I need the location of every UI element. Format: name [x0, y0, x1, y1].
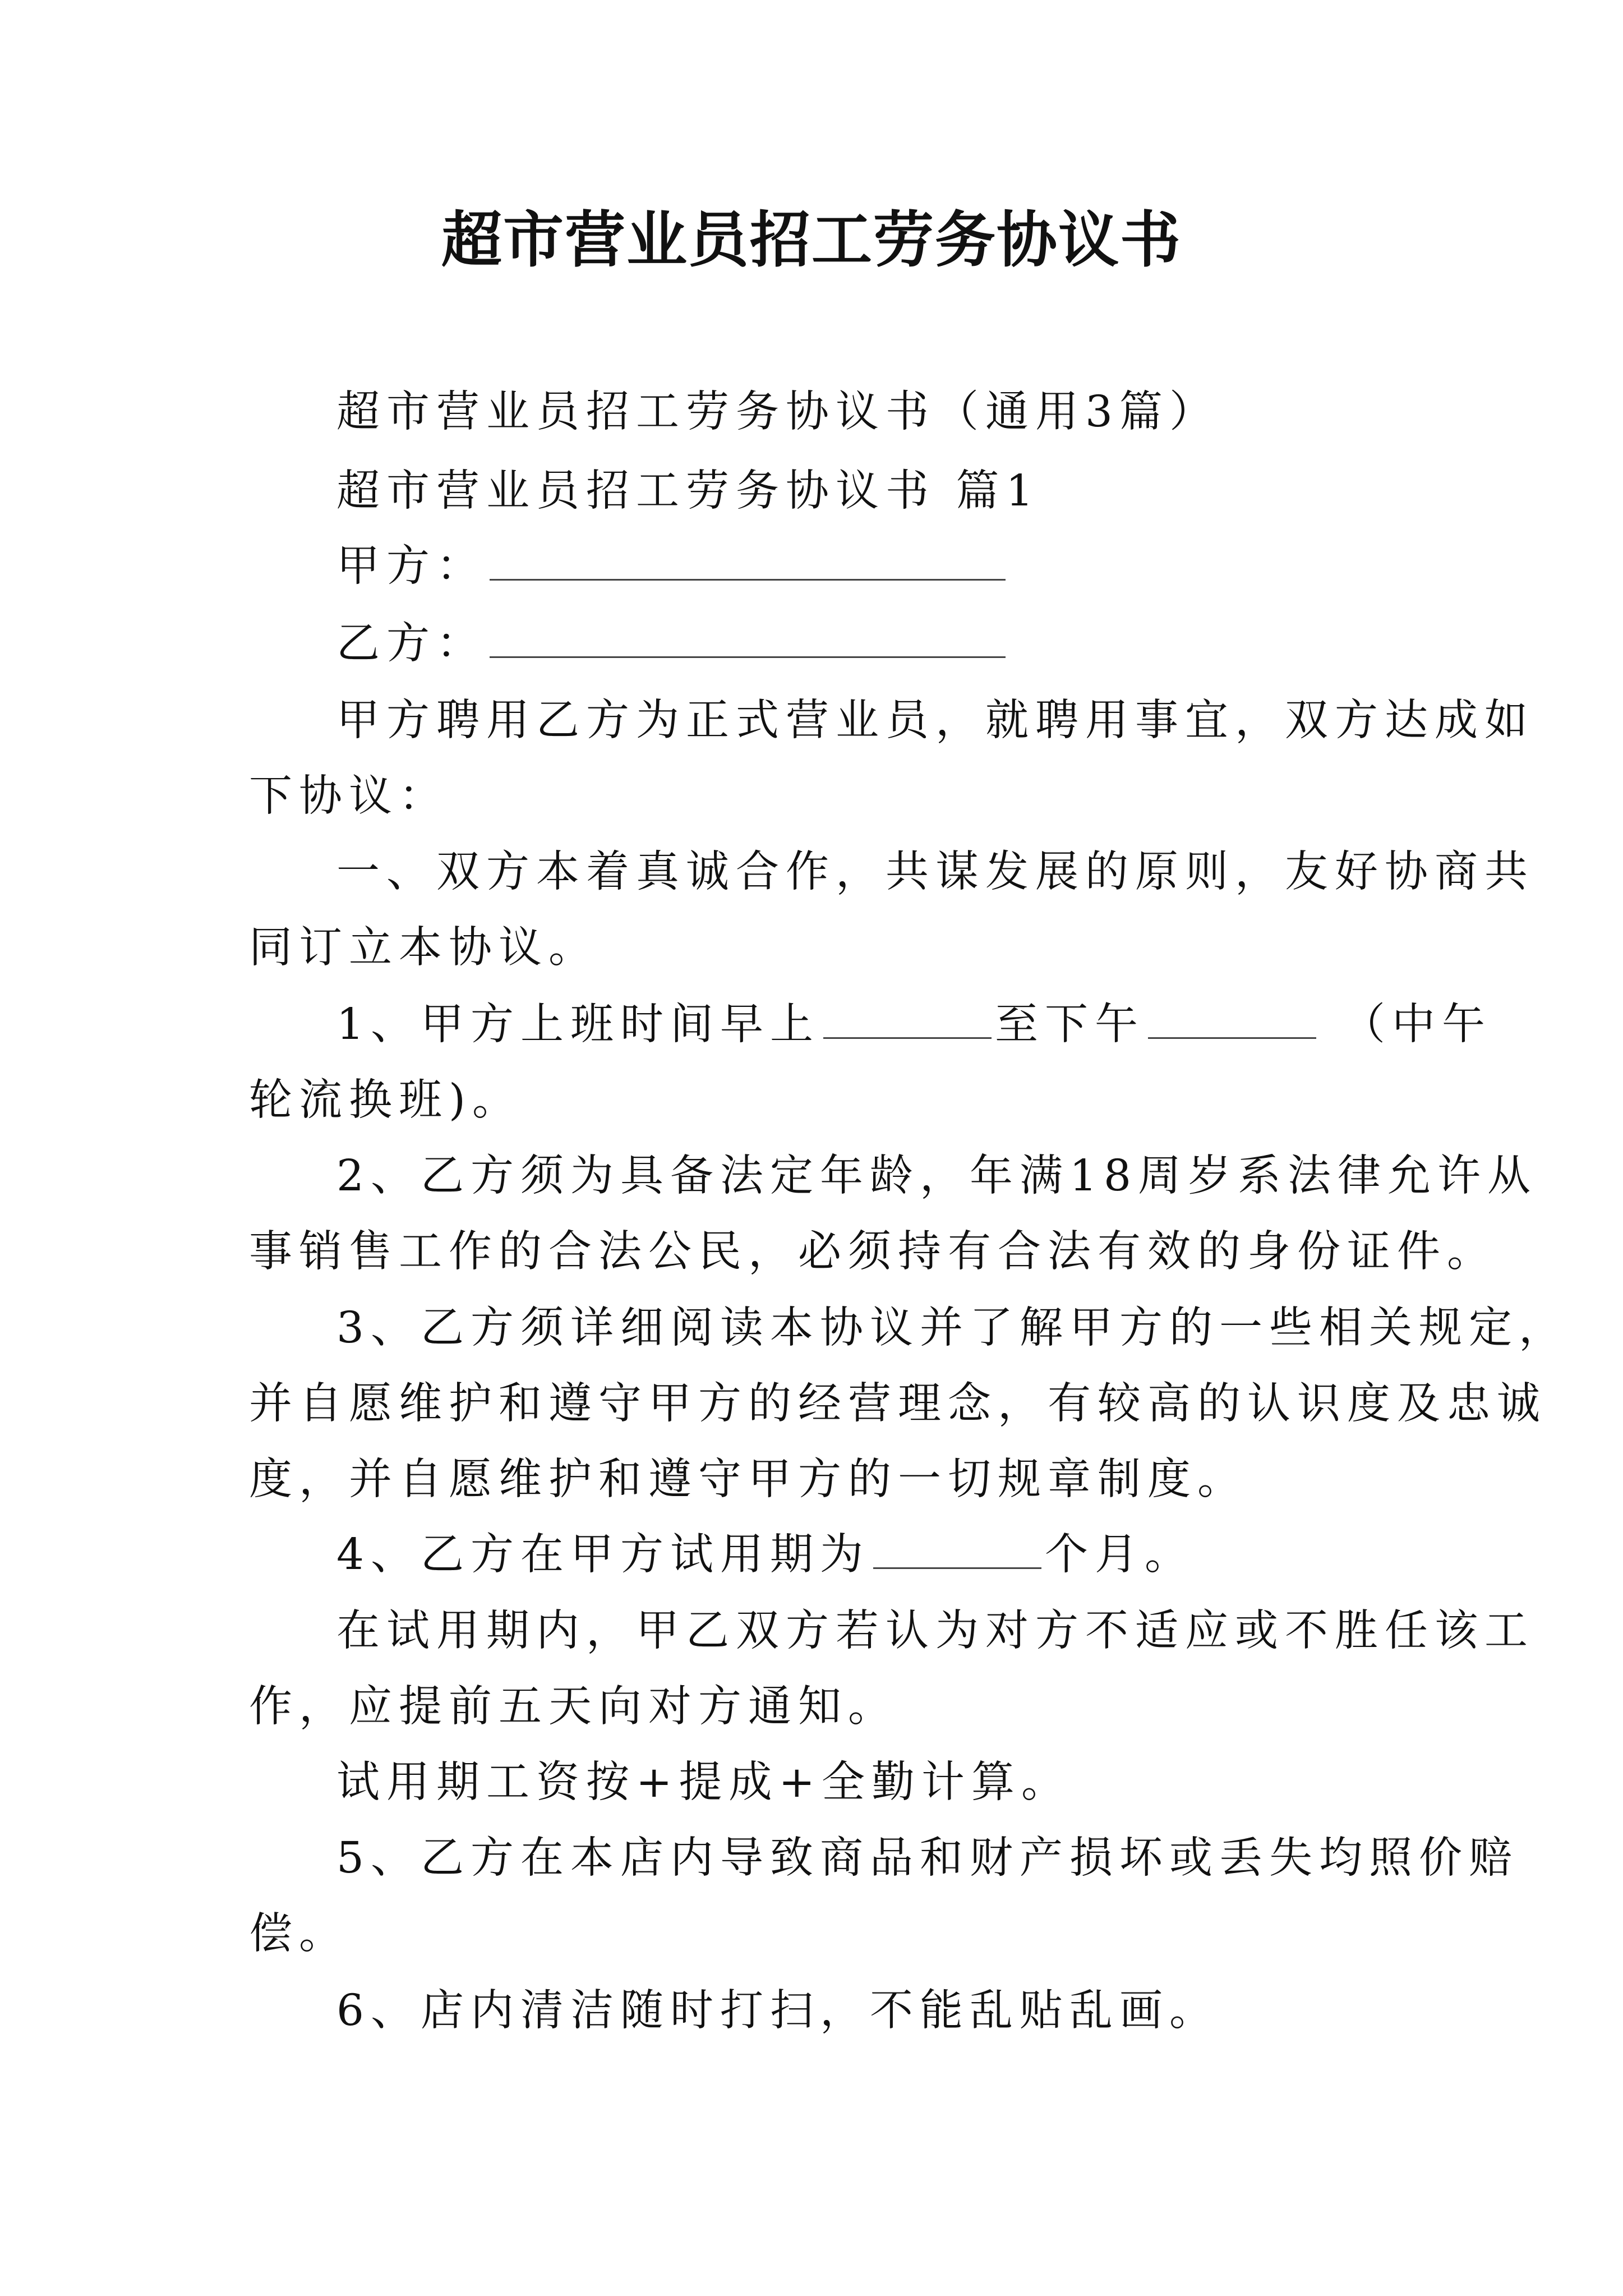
item-4-text: 个月。 [1045, 1530, 1195, 1580]
clause-one-line: 同订立本协议。 [249, 923, 598, 973]
clause-one-line: 一、双方本着真诚合作，共谋发展的原则，友好协商共 [336, 847, 1534, 897]
intro-paragraph-line: 下协议： [249, 771, 449, 821]
probation-paragraph-line: 作，应提前五天向对方通知。 [249, 1682, 898, 1732]
item-6-line: 6、店内清洁随时打扫，不能乱贴乱画。 [336, 1986, 1219, 2036]
item-4-line [336, 1527, 1195, 1583]
item-3-line: 度，并自愿维护和遵守甲方的一切规章制度。 [249, 1455, 1247, 1504]
party-a-blank[interactable] [490, 544, 1006, 581]
item-1-text: 至下午 [995, 1000, 1145, 1050]
intro-paragraph-line: 甲方聘用乙方为正式营业员，就聘用事宜，双方达成如 [336, 696, 1534, 746]
item-2-line: 2、乙方须为具备法定年龄，年满18周岁系法律允许从 [336, 1151, 1537, 1201]
item-5-line: 偿。 [249, 1909, 349, 1959]
item-1-text: （中午 [1342, 1000, 1492, 1050]
item-3-line: 并自愿维护和遵守甲方的经营理念，有较高的认识度及忠诚 [249, 1379, 1547, 1429]
probation-pay-line: 试用期工资按+提成+全勤计算。 [336, 1757, 1072, 1807]
party-b-line [336, 616, 1009, 672]
end-time-blank[interactable] [1148, 1002, 1316, 1039]
document-title: 超市营业员招工劳务协议书 [441, 205, 1182, 275]
item-5-line: 5、乙方在本店内导致商品和财产损坏或丢失均照价赔 [336, 1833, 1519, 1883]
probation-paragraph-line: 在试用期内，甲乙双方若认为对方不适应或不胜任该工 [336, 1606, 1534, 1656]
party-b-label: 乙方： [336, 619, 486, 669]
item-1-text: 1、甲方上班时间早上 [336, 1000, 820, 1050]
item-3-line: 3、乙方须详细阅读本协议并了解甲方的一些相关规定， [336, 1303, 1569, 1353]
item-2-line: 事销售工作的合法公民，必须持有合法有效的身份证件。 [249, 1227, 1497, 1277]
party-a-label: 甲方： [336, 541, 486, 591]
item-1-line: 轮流换班)。 [249, 1075, 523, 1125]
document-subtitle: 超市营业员招工劳务协议书（通用3篇） [336, 387, 1219, 437]
item-1-line [336, 997, 1492, 1053]
item-4-text: 4、乙方在甲方试用期为 [336, 1530, 870, 1580]
probation-months-blank[interactable] [873, 1533, 1041, 1569]
party-b-blank[interactable] [490, 622, 1006, 658]
section-heading: 超市营业员招工劳务协议书 篇1 [336, 466, 1040, 516]
start-time-blank[interactable] [823, 1002, 992, 1039]
party-a-line [336, 539, 1009, 595]
